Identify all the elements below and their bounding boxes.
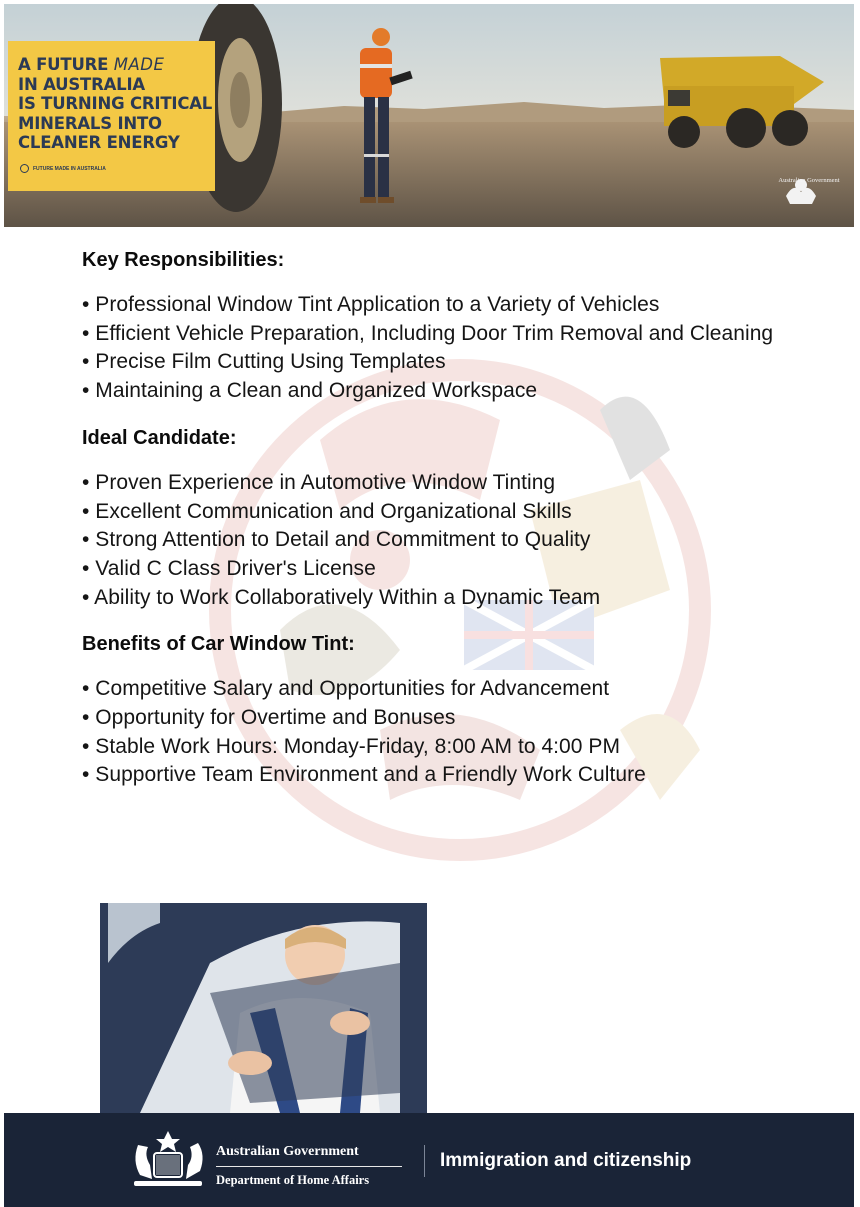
- list-item: • Ability to Work Collaboratively Within a Dynamic Team: [82, 584, 782, 613]
- search-icon: [20, 164, 29, 173]
- department-name: Department of Home Affairs: [216, 1173, 370, 1187]
- list-item: • Proven Experience in Automotive Window Tinting: [82, 469, 782, 498]
- list-item: • Supportive Team Environment and a Friendly Work Culture: [82, 761, 782, 790]
- list-item: • Excellent Communication and Organizational Skills: [82, 498, 782, 527]
- candidate-section: [82, 424, 782, 613]
- footer-divider: [424, 1145, 425, 1177]
- technician-tinting-car-window-photo: [100, 903, 427, 1113]
- responsibilities-heading: Key Responsibilities:: [82, 249, 285, 271]
- window-tint-illustration: [100, 903, 427, 1113]
- promo-headline-line4: MINERALS INTO: [18, 113, 162, 133]
- banner-government-caption: Australian Government: [778, 177, 840, 184]
- promo-headline-line5: CLEANER ENERGY: [18, 133, 180, 152]
- promo-tagline: FUTURE MADE IN AUSTRALIA: [20, 164, 106, 173]
- list-item: • Maintaining a Clean and Organized Workspace: [82, 377, 782, 406]
- list-item: • Efficient Vehicle Preparation, Including Door Trim Removal and Cleaning: [82, 320, 782, 349]
- responsibilities-section: [82, 246, 782, 406]
- portfolio-label: Immigration and citizenship: [440, 1150, 692, 1171]
- promo-headline-line1: A FUTURE MADE: [18, 55, 165, 74]
- government-name: Australian Government: [216, 1143, 402, 1167]
- benefits-heading: Benefits of Car Window Tint:: [82, 633, 355, 656]
- list-item: • Precise Film Cutting Using Templates: [82, 348, 782, 377]
- candidate-list: [82, 469, 782, 613]
- job-ad-content: [82, 246, 782, 808]
- list-item: • Professional Window Tint Application to a Variety of Vehicles: [82, 291, 782, 320]
- list-item: • Opportunity for Overtime and Bonuses: [82, 704, 782, 733]
- promo-headline-line3: IS TURNING CRITICAL: [18, 94, 213, 113]
- top-banner: [4, 4, 854, 227]
- banner-government-mark: [778, 176, 840, 184]
- list-item: • Stable Work Hours: Monday-Friday, 8:00 AM to 4:00 PM: [82, 733, 782, 762]
- benefits-list: [82, 675, 782, 790]
- promo-headline-line2: IN AUSTRALIA: [18, 74, 145, 94]
- agency-name-block: [216, 1143, 402, 1189]
- government-footer: [4, 1113, 854, 1207]
- list-item: • Valid C Class Driver's License: [82, 555, 782, 584]
- future-made-promo-panel: [8, 41, 215, 191]
- list-item: • Competitive Salary and Opportunities for Advancement: [82, 675, 782, 704]
- coat-of-arms-icon: [122, 1125, 214, 1193]
- list-item: • Strong Attention to Detail and Commitment to Quality: [82, 526, 782, 555]
- responsibilities-list: [82, 291, 782, 406]
- candidate-heading: Ideal Candidate:: [82, 426, 237, 449]
- benefits-section: [82, 630, 782, 790]
